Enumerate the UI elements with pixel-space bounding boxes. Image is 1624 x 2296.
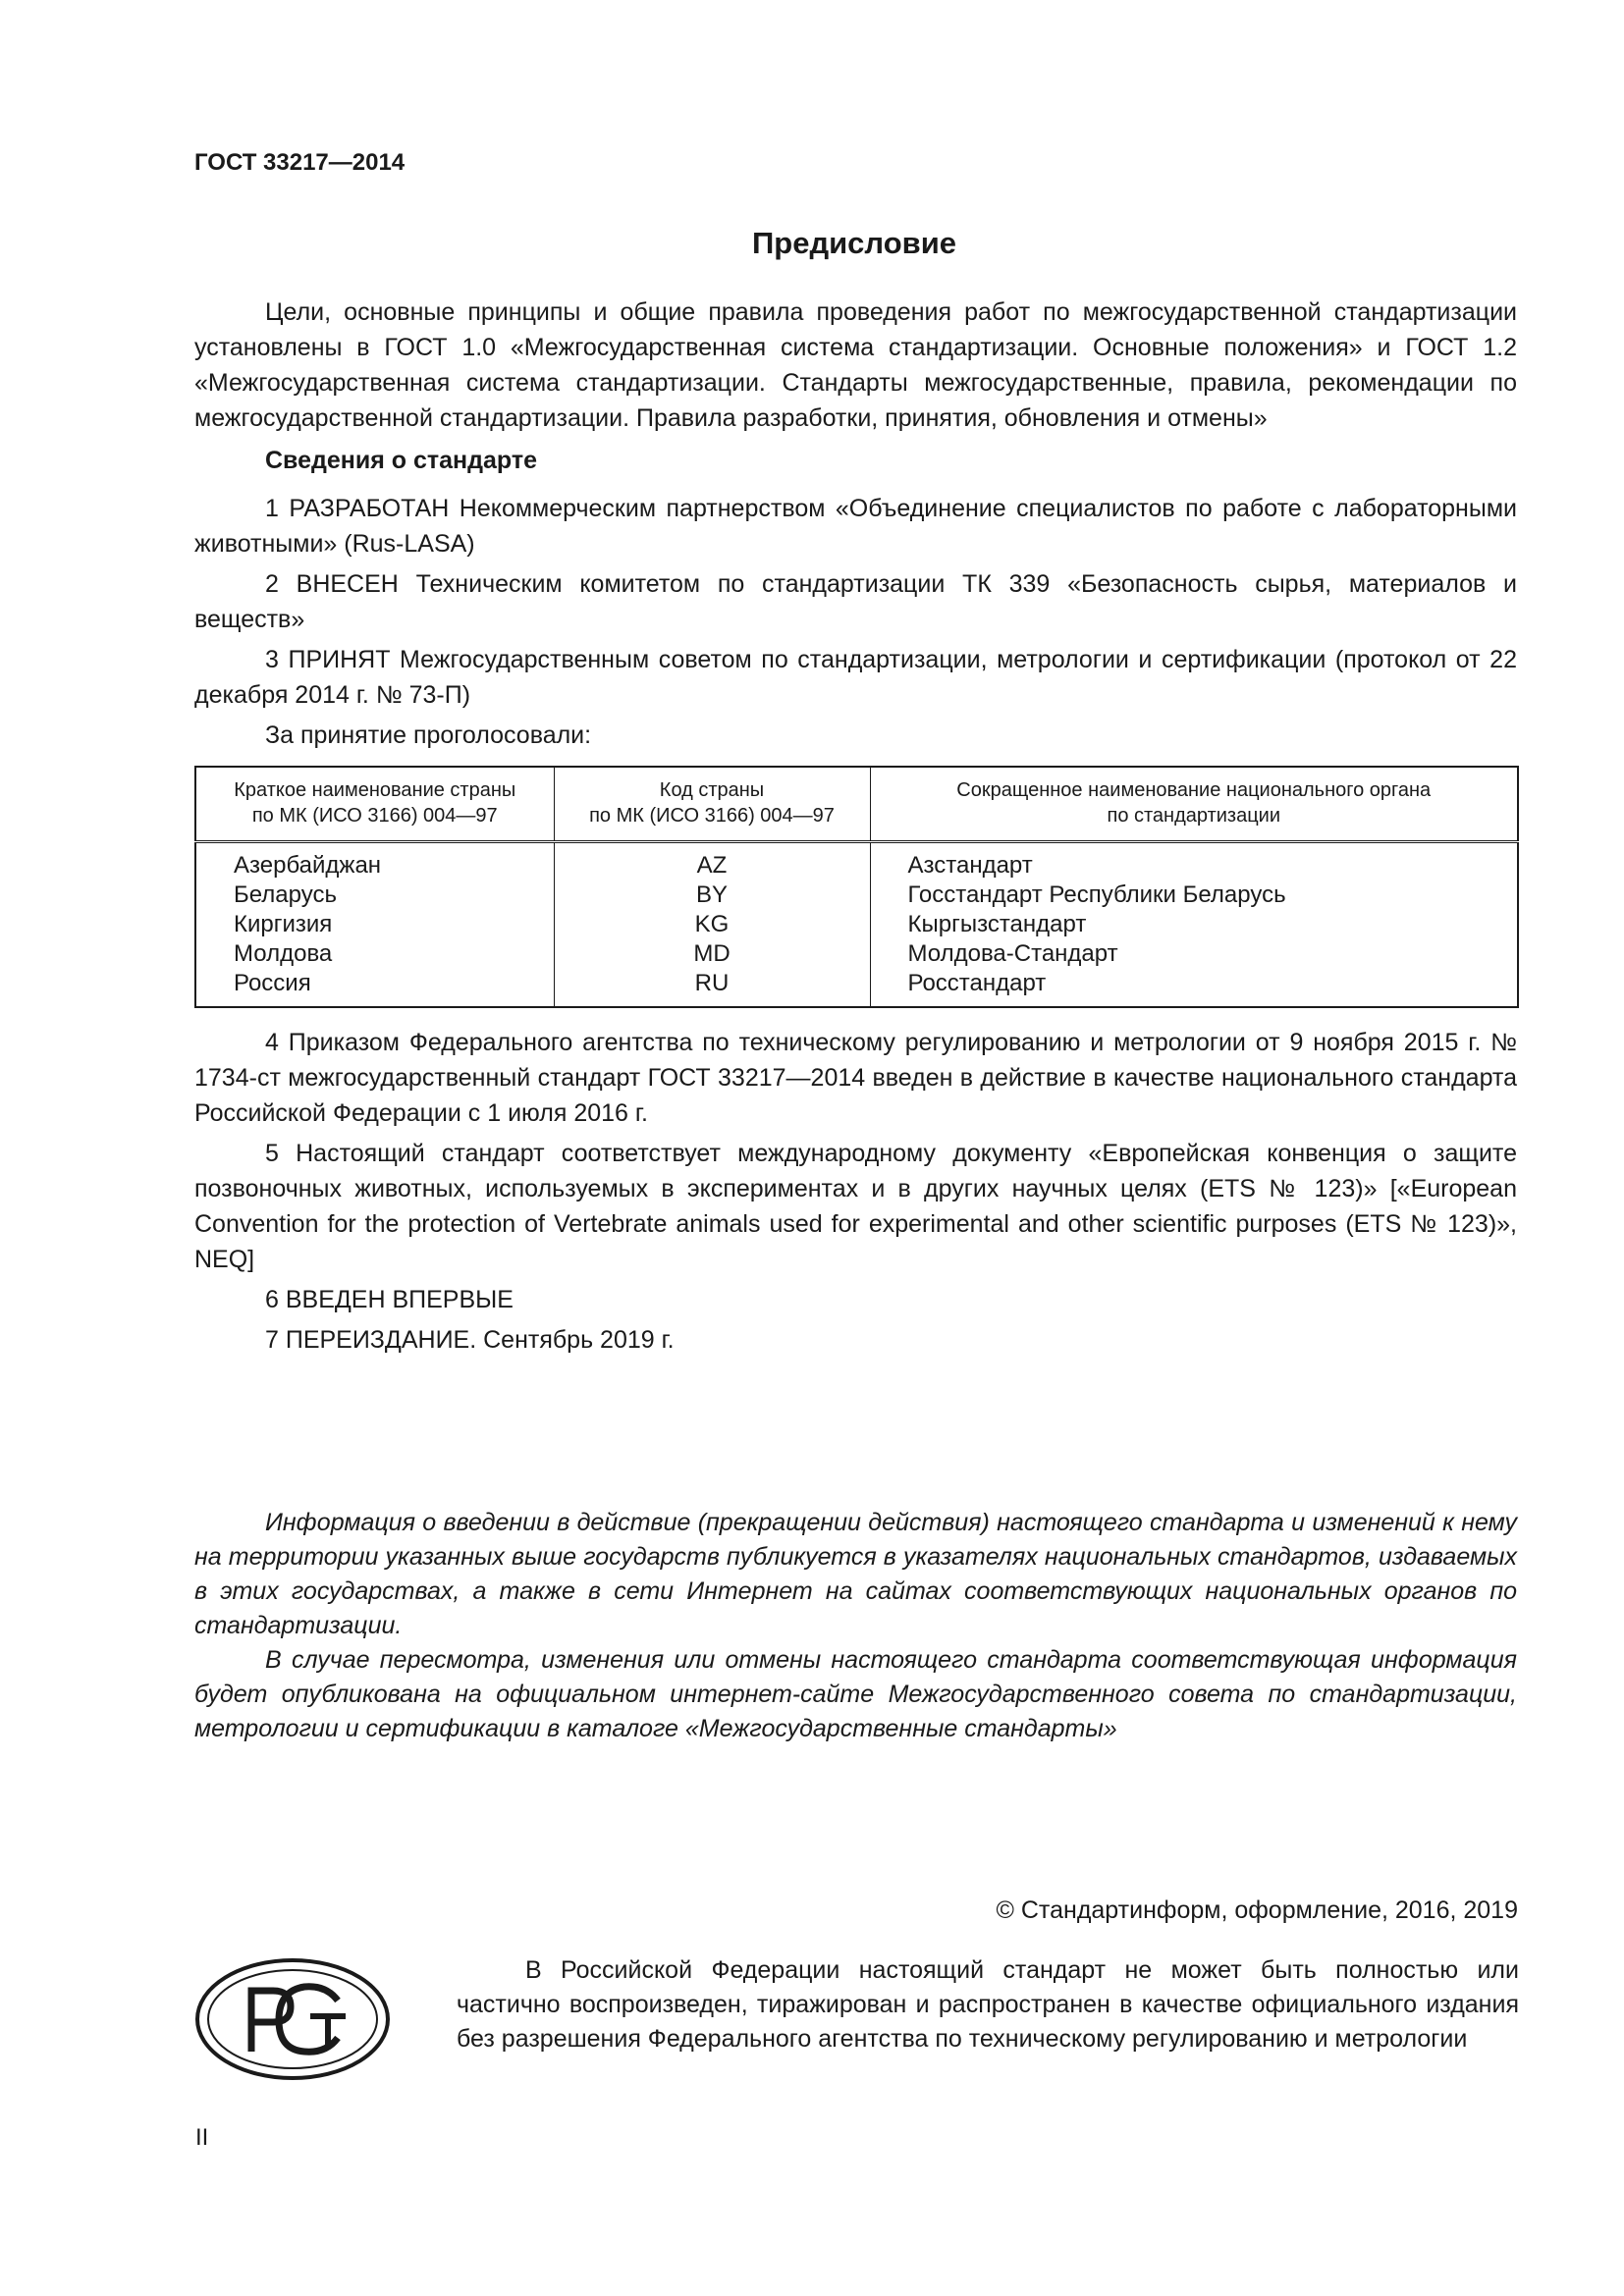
- notice-paragraph-2: В случае пересмотра, изменения или отмены настоящего стандарта соответствующая информация будет опубликована на официальном интернет-сайте Межгосударственного совета по стандартизации, метрологии и сертификации в каталоге «Межгосударственные стандарты»: [194, 1646, 1517, 1742]
- vote-caption: За принятие проголосовали:: [265, 721, 592, 749]
- table-row: Беларусь BY Госстандарт Республики Беларусь: [195, 881, 1518, 910]
- col-body-header: Сокращенное наименование национального органа по стандартизации: [870, 767, 1518, 842]
- items-continued: [194, 1025, 1517, 1362]
- col-code-header: Код страны по МК (ИСО 3166) 004—97: [554, 767, 870, 842]
- item-3: 3 ПРИНЯТ Межгосударственным советом по стандартизации, метрологии и сертификации (протокол от 22 декабря 2014 г. № 73-П): [194, 646, 1517, 709]
- item-2: 2 ВНЕСЕН Техническим комитетом по стандартизации ТК 339 «Безопасность сырья, материалов и веществ»: [194, 570, 1517, 633]
- intro-paragraph: Цели, основные принципы и общие правила проведения работ по межгосударственной стандартизации установлены в ГОСТ 1.0 «Межгосударственная система стандартизации. Основные положения» и ГОСТ 1.2 «Межгосударственная система стандартизации. Стандарты межгосударственные, правила, рекомендации по межгосударственной стандартизации. Правила разработки, принятия, обновления и отмены»: [194, 298, 1517, 432]
- page-number: II: [195, 2124, 209, 2151]
- rights-notice: В Российской Федерации настоящий стандарт не может быть полностью или частично воспроизведен, тиражирован и распространен в качестве официального издания без разрешения Федерального агентства по техническому регулированию и метрологии: [457, 1956, 1519, 2053]
- table-row: Молдова MD Молдова-Стандарт: [195, 939, 1518, 969]
- item-5: 5 Настоящий стандарт соответствует международному документу «Европейская конвенция о защите позвоночных животных, используемых в экспериментах и в других научных целях (ETS № 123)» [«European Convention for the protection of Vertebrate animals used for experimental and other scientific purposes (ETS № 123)», NEQ]: [194, 1140, 1517, 1273]
- standard-code: ГОСТ 33217—2014: [194, 149, 406, 176]
- rst-mark-icon: [194, 1957, 391, 2081]
- item-6: 6 ВВЕДЕН ВПЕРВЫЕ: [265, 1286, 514, 1313]
- table-header-row: [195, 767, 1518, 842]
- info-heading: Сведения о стандарте: [265, 447, 538, 474]
- col-country-header: Краткое наименование страны по МК (ИСО 3166) 004—97: [195, 767, 554, 842]
- item-1: 1 РАЗРАБОТАН Некоммерческим партнерством «Объединение специалистов по работе с лабораторными животными» (Rus-LASA): [194, 495, 1517, 558]
- item-4: 4 Приказом Федерального агентства по техническому регулированию и метрологии от 9 ноября 2015 г. № 1734-ст межгосударственный стандарт ГОСТ 33217—2014 введен в действие в качестве национального стандарта Российской Федерации с 1 июля 2016 г.: [194, 1029, 1517, 1127]
- table-row: Азербайджан AZ Азстандарт: [195, 842, 1518, 881]
- notice-block: [194, 1506, 1517, 1746]
- page-title: Предисловие: [751, 226, 956, 260]
- item-7: 7 ПЕРЕИЗДАНИЕ. Сентябрь 2019 г.: [265, 1326, 675, 1354]
- notice-paragraph-1: Информация о введении в действие (прекращении действия) настоящего стандарта и изменений к нему на территории указанных выше государств публикуется в указателях национальных стандартов, издаваемых в этих государствах, а также в сети Интернет на сайтах соответствующих национальных органов по стандартизации.: [194, 1509, 1517, 1639]
- table-row: Киргизия KG Кыргызстандарт: [195, 910, 1518, 939]
- table-row: Россия RU Росстандарт: [195, 969, 1518, 1007]
- voting-table: [194, 766, 1519, 1008]
- copyright-line: © Стандартинформ, оформление, 2016, 2019: [996, 1896, 1518, 1924]
- foreword-section: [194, 294, 1517, 758]
